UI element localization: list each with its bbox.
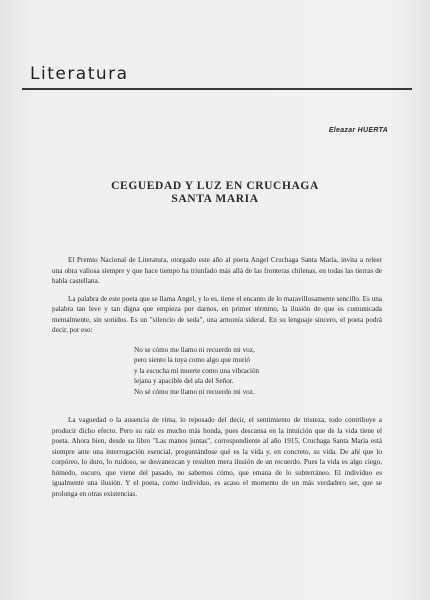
article-title-line-1: CEGUEDAD Y LUZ EN CRUCHAGA: [111, 180, 319, 192]
paragraph-1: El Premio Nacional de Literatura, otorgado este año al poeta Angel Cruchaga Santa María, invita a releer una obra valiosa siempre y que hace tiempo ha triunfado más allá de las fronteras chilenas, en todas las tierras de habla castellana.: [52, 256, 382, 285]
poem-line: lejana y apacible del ala del Señor.: [134, 377, 234, 385]
poem-quote: [134, 345, 382, 398]
poem-line: No sé cómo me llamo ni recuerdo mi voz.: [134, 387, 255, 396]
article-title-line-2: SANTA MARIA: [171, 193, 259, 205]
paragraph-2: La palabra de este poeta que se llama Angel, y lo es, tiene el encanto de lo maravillosamente sencillo. Es una palabra tan leve y tan digna que empieza por darnos, en primer término, la ilusión de que es comunicada mentalmente, sin sonidos. Es un "silencio de seda", una armonía sideral. En su lenguaje sincero, el poeta podrá decir, por eso:: [52, 294, 382, 334]
section-title: Literatura: [30, 64, 129, 84]
poem-line: pero siento la tuya como algo que murió: [134, 356, 250, 364]
author-byline: Eleazar HUERTA: [328, 127, 388, 134]
paragraph-3: La vaguedad o la ausencia de rima, lo reposado del decir, el sentimiento de tristeza, todo contribuye a producir dicho efecto. Pero su raíz es mucho más honda, pues descansa en la intuición que de la vida tiene el poeta. Ahora bien, desde su libro "Las manos juntas", correspondiente al año 1915, Cruchaga Santa María está siempre ante una interrogación esencial, preguntándose qué es la vida y, en concreto, su vida. De ahí que lo corpóreo, lo duro, lo ruidoso, se desvanezcan y resulten mera ilusión de un recuerdo. Pues la vida es algo ciego, húmedo, oscuro, que viene del pasado, no sabemos cómo, que emana de lo subterráneo. El individuo es igualmente una ilusión. Y el poeta, como individuo, es acaso el momento de un más verdadero ser, que se prolonga en otras existencias.: [52, 416, 382, 498]
poem-line: y la escucha mi muerte como una vibración: [134, 366, 260, 375]
poem-line: No se cómo me llamo ni recuerdo mi voz,: [134, 345, 255, 354]
header-rule: [22, 88, 412, 90]
article-title: [0, 180, 430, 206]
article-body: [52, 255, 382, 506]
